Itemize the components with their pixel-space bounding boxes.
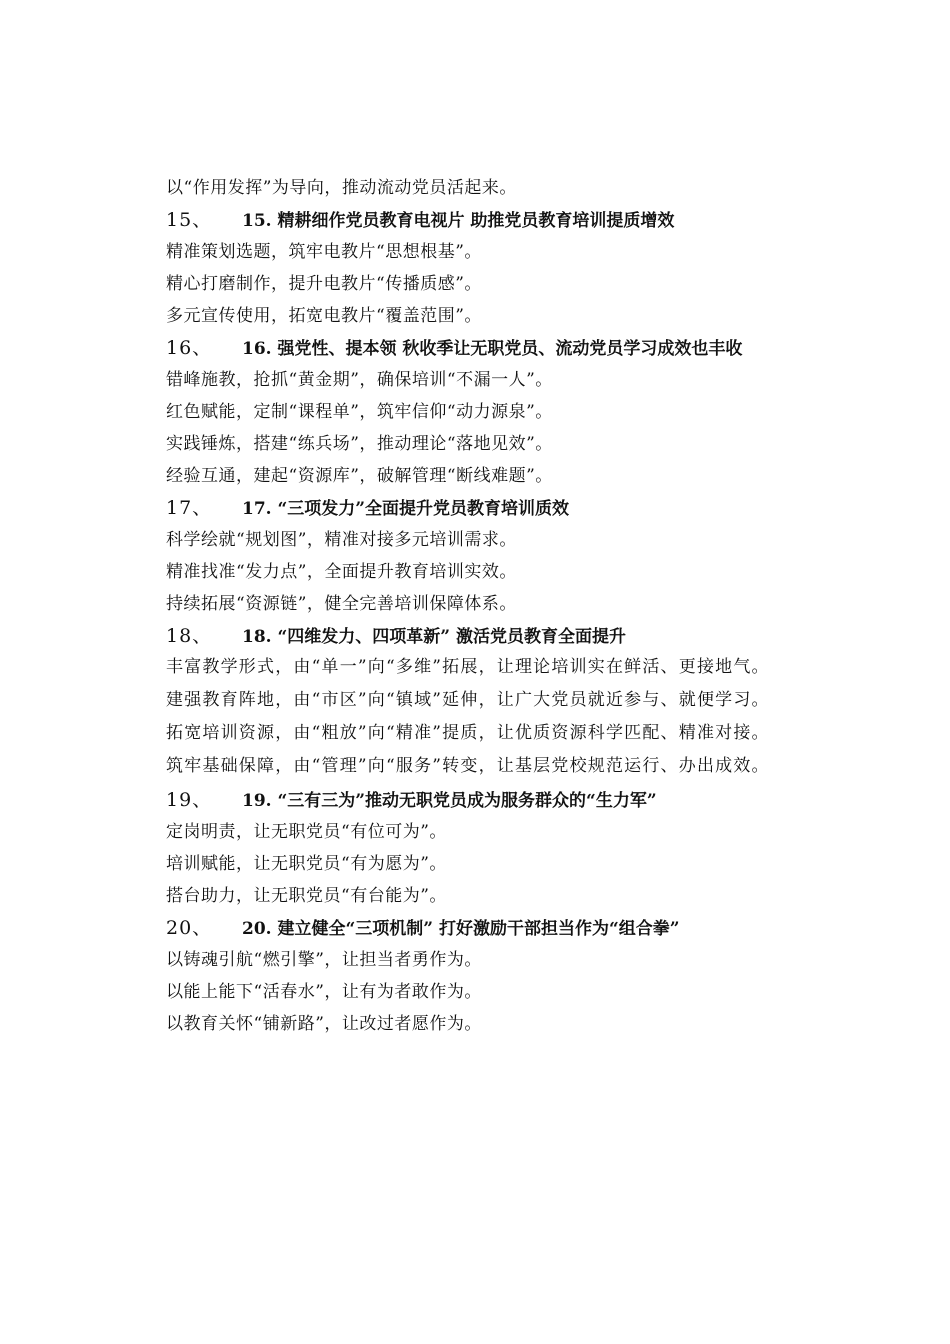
- section-title: 17. “三项发力”全面提升党员教育培训质效: [242, 499, 570, 519]
- text-line: 精准找准“发力点”，全面提升教育培训实效。: [166, 562, 517, 582]
- text-line: 以教育关怀“铺新路”，让改过者愿作为。: [166, 1014, 482, 1034]
- section-number: 16、: [166, 337, 213, 359]
- text-line: 以铸魂引航“燃引擎”，让担当者勇作为。: [166, 950, 482, 970]
- section-title: 18. “四维发力、四项革新” 激活党员教育全面提升: [242, 627, 626, 647]
- text-line: 持续拓展“资源链”，健全完善培训保障体系。: [166, 594, 517, 614]
- section-title: 20. 建立健全“三项机制” 打好激励干部担当作为“组合拳”: [242, 919, 680, 939]
- section-title: 16. 强党性、提本领 秋收季让无职党员、流动党员学习成效也丰收: [242, 339, 743, 359]
- text-paragraph: 建强教育阵地，由“市区”向“镇域”延伸，让广大党员就近参与、就便学习。: [166, 690, 770, 710]
- section-number: 17、: [166, 497, 213, 519]
- text-line: 以“作用发挥”为导向，推动流动党员活起来。: [166, 178, 517, 198]
- text-line: 搭台助力，让无职党员“有台能为”。: [166, 886, 447, 906]
- section-heading-17: [128, 492, 833, 524]
- text-paragraph: 筑牢基础保障，由“管理”向“服务”转变，让基层党校规范运行、办出成效。: [166, 756, 770, 776]
- text-line: 定岗明责，让无职党员“有位可为”。: [166, 822, 447, 842]
- section-number: 19、: [166, 789, 213, 811]
- section-heading-15: [128, 204, 833, 236]
- text-line: 多元宣传使用，拓宽电教片“覆盖范围”。: [166, 306, 482, 326]
- section-heading-19: [128, 784, 833, 816]
- section-heading-18: [128, 620, 833, 652]
- text-line: 错峰施教，抢抓“黄金期”，确保培训“不漏一人”。: [166, 370, 553, 390]
- text-paragraph: 拓宽培训资源，由“粗放”向“精准”提质，让优质资源科学匹配、精准对接。: [166, 723, 770, 743]
- section-heading-20: [128, 912, 833, 944]
- text-line: 精准策划选题，筑牢电教片“思想根基”。: [166, 242, 482, 262]
- section-heading-16: [128, 332, 833, 364]
- text-line: 红色赋能，定制“课程单”，筑牢信仰“动力源泉”。: [166, 402, 553, 422]
- section-number: 18、: [166, 625, 213, 647]
- text-line: 精心打磨制作，提升电教片“传播质感”。: [166, 274, 482, 294]
- text-paragraph: 丰富教学形式，由“单一”向“多维”拓展，让理论培训实在鲜活、更接地气。: [166, 657, 770, 677]
- document-body: [128, 172, 833, 1040]
- section-title: 19. “三有三为”推动无职党员成为服务群众的“生力军”: [242, 791, 657, 811]
- text-line: 培训赋能，让无职党员“有为愿为”。: [166, 854, 447, 874]
- text-line: 以能上能下“活春水”，让有为者敢作为。: [166, 982, 482, 1002]
- text-line: 实践锤炼，搭建“练兵场”，推动理论“落地见效”。: [166, 434, 553, 454]
- text-line: 科学绘就“规划图”，精准对接多元培训需求。: [166, 530, 517, 550]
- section-number: 20、: [166, 917, 213, 939]
- text-line: 经验互通，建起“资源库”，破解管理“断线难题”。: [166, 466, 553, 486]
- section-number: 15、: [166, 209, 213, 231]
- section-title: 15. 精耕细作党员教育电视片 助推党员教育培训提质增效: [242, 211, 675, 231]
